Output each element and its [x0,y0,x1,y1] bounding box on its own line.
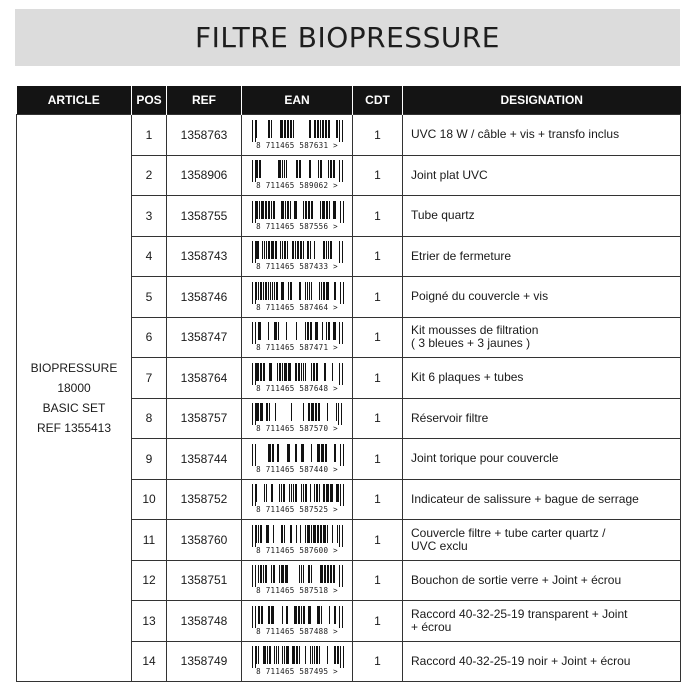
designation-text: Raccord 40-32-25-19 transparent + Joint + écrou [411,606,628,634]
designation-cell [403,520,681,561]
cdt-cell: 1 [353,560,403,601]
ref-cell: 1358743 [167,236,242,277]
cdt-cell: 1 [353,439,403,480]
table-header-row [17,86,681,115]
ean-number: 8 711465 587556 > [256,221,338,231]
ean-cell [242,398,353,439]
barcode-icon [250,403,344,425]
designation-text: Couvercle filtre + tube carter quartz / UVC exclu [411,525,606,553]
article-line: REF 1355413 [36,421,112,435]
barcode-icon [250,282,344,304]
ref-cell: 1358746 [167,277,242,318]
title-bar [15,9,680,66]
ean-cell [242,236,353,277]
ean-cell [242,196,353,237]
ref-cell: 1358764 [167,358,242,399]
designation-text: UVC 18 W / câble + vis + transfo inclus [411,127,620,142]
article-line: 18000 [57,381,91,395]
ean-number: 8 711465 587525 > [256,505,338,515]
ean-cell [242,601,353,642]
ref-cell: 1358751 [167,560,242,601]
ref-cell: 1358763 [167,115,242,156]
ean-cell [242,560,353,601]
pos-cell: 5 [132,277,167,318]
ean-number: 8 711465 587600 > [256,545,338,555]
column-header-ean: EAN [242,86,353,115]
ref-cell: 1358755 [167,196,242,237]
barcode-icon [250,363,344,385]
ean-cell [242,115,353,156]
pos-cell: 1 [132,115,167,156]
column-header-article: ARTICLE [17,86,132,115]
designation-text: Kit 6 plaques + tubes [411,370,524,385]
cdt-cell: 1 [353,398,403,439]
ean-cell [242,520,353,561]
cdt-cell: 1 [353,155,403,196]
pos-cell: 3 [132,196,167,237]
designation-cell [403,196,681,237]
ean-number: 8 711465 587648 > [256,383,338,393]
designation-text: Kit mousses de filtration ( 3 bleues + 3 jaunes ) [411,323,539,351]
cdt-cell: 1 [353,520,403,561]
barcode-icon [250,322,344,344]
designation-cell [403,236,681,277]
barcode-icon [250,565,344,587]
designation-cell [403,439,681,480]
ean-cell [242,358,353,399]
ref-cell: 1358752 [167,479,242,520]
ean-number: 8 711465 587433 > [256,262,338,272]
designation-cell [403,601,681,642]
designation-cell [403,398,681,439]
ean-number: 8 711465 587570 > [256,424,338,434]
ean-cell [242,439,353,480]
designation-text: Indicateur de salissure + bague de serrage [411,491,639,506]
ean-number: 8 711465 587631 > [256,140,338,150]
ref-cell: 1358747 [167,317,242,358]
pos-cell: 10 [132,479,167,520]
ref-cell: 1358760 [167,520,242,561]
pos-cell: 7 [132,358,167,399]
pos-cell: 9 [132,439,167,480]
ean-number: 8 711465 587518 > [256,586,338,596]
designation-cell [403,317,681,358]
table-body [17,115,681,682]
ean-cell [242,641,353,682]
ref-cell: 1358906 [167,155,242,196]
barcode-icon [250,241,344,263]
designation-text: Poigné du couvercle + vis [411,289,549,304]
designation-cell [403,155,681,196]
ean-cell [242,277,353,318]
pos-cell: 13 [132,601,167,642]
ref-cell: 1358748 [167,601,242,642]
designation-text: Tube quartz [411,208,475,223]
cdt-cell: 1 [353,358,403,399]
page-title: FILTRE BIOPRESSURE [195,21,500,54]
designation-text: Bouchon de sortie verre + Joint + écrou [411,572,622,587]
ean-number: 8 711465 587495 > [256,667,338,677]
ref-cell: 1358744 [167,439,242,480]
article-line: BASIC SET [42,401,106,415]
barcode-icon [250,160,344,182]
article-line: BIOPRESSURE [30,361,118,375]
cdt-cell: 1 [353,601,403,642]
cdt-cell: 1 [353,236,403,277]
ean-cell [242,317,353,358]
designation-text: Joint plat UVC [411,167,488,182]
barcode-icon [250,444,344,466]
cdt-cell: 1 [353,641,403,682]
ean-number: 8 711465 587440 > [256,464,338,474]
pos-cell: 12 [132,560,167,601]
designation-cell [403,560,681,601]
barcode-icon [250,525,344,547]
cdt-cell: 1 [353,196,403,237]
barcode-icon [250,201,344,223]
cdt-cell: 1 [353,277,403,318]
designation-cell [403,115,681,156]
column-header-cdt: CDT [353,86,403,115]
ean-cell [242,479,353,520]
ean-number: 8 711465 587488 > [256,626,338,636]
designation-cell [403,479,681,520]
cdt-cell: 1 [353,317,403,358]
designation-text: Réservoir filtre [411,410,489,425]
designation-text: Joint torique pour couvercle [411,451,559,466]
ean-number: 8 711465 587464 > [256,302,338,312]
pos-cell: 4 [132,236,167,277]
table-row [17,115,681,156]
column-header-ref: REF [167,86,242,115]
barcode-icon [250,484,344,506]
barcode-icon [250,120,344,142]
ean-cell [242,155,353,196]
cdt-cell: 1 [353,115,403,156]
barcode-icon [250,606,344,628]
article-cell [17,115,132,682]
pos-cell: 11 [132,520,167,561]
designation-text: Raccord 40-32-25-19 noir + Joint + écrou [411,653,631,668]
barcode-icon [250,646,344,668]
pos-cell: 8 [132,398,167,439]
ref-cell: 1358749 [167,641,242,682]
pos-cell: 14 [132,641,167,682]
pos-cell: 6 [132,317,167,358]
cdt-cell: 1 [353,479,403,520]
designation-cell [403,641,681,682]
column-header-pos: POS [132,86,167,115]
designation-cell [403,277,681,318]
ean-number: 8 711465 589062 > [256,181,338,191]
designation-text: Etrier de fermeture [411,248,512,263]
column-header-designation: DESIGNATION [403,86,681,115]
designation-cell [403,358,681,399]
pos-cell: 2 [132,155,167,196]
ref-cell: 1358757 [167,398,242,439]
parts-table [16,86,681,682]
ean-number: 8 711465 587471 > [256,343,338,353]
